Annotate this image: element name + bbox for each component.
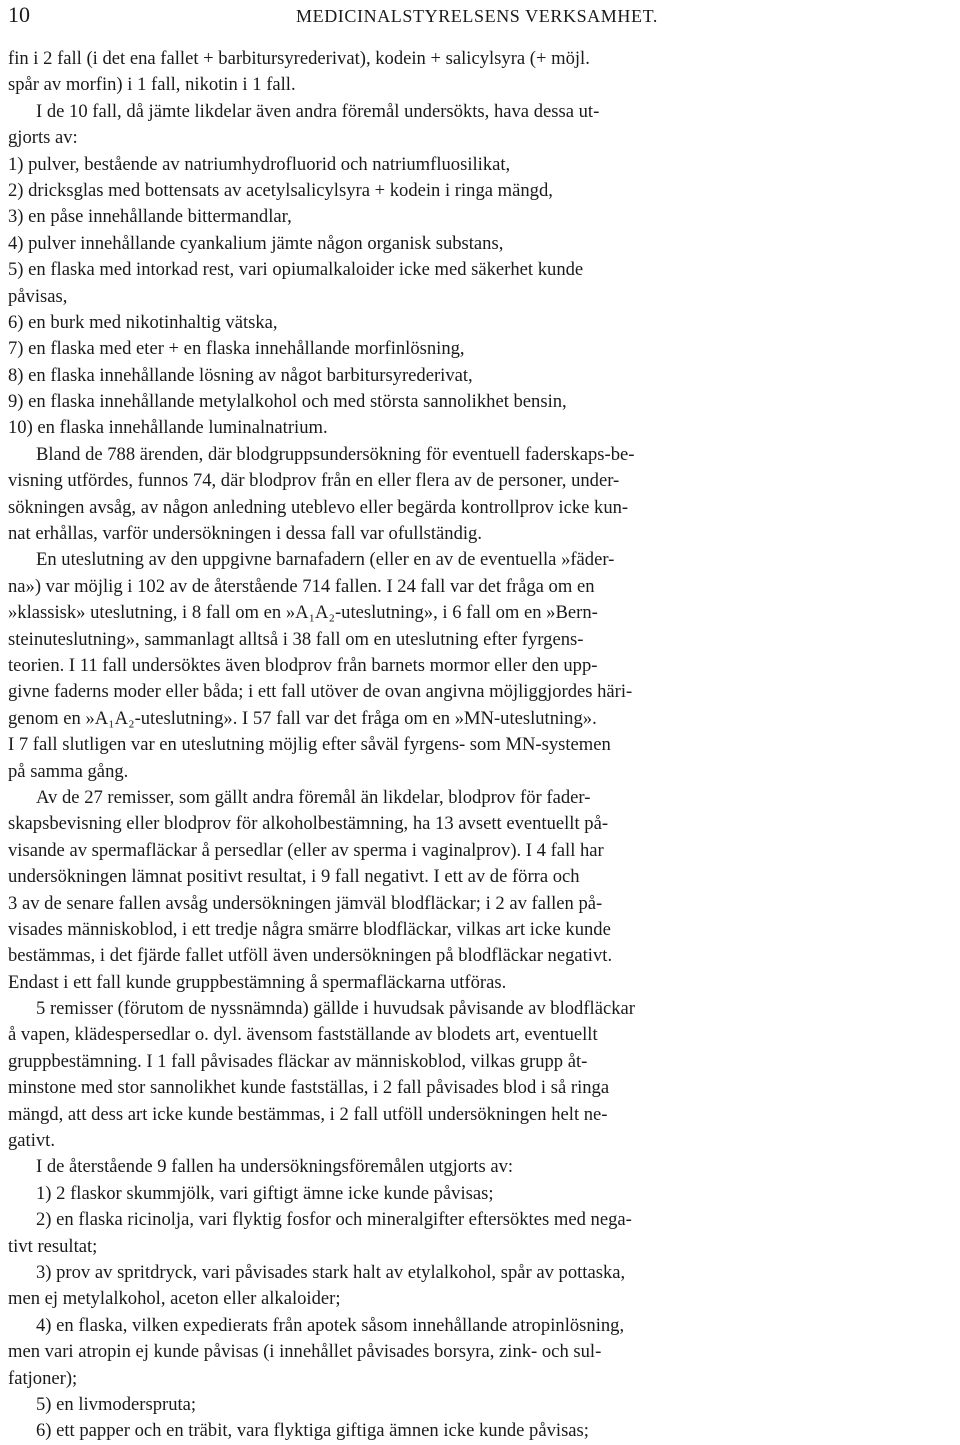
text-line: gativt. — [8, 1130, 55, 1152]
document-page — [8, 0, 952, 1442]
text-line: Bland de 788 ärenden, där blodgruppsundersökning för eventuell faderskaps-be- — [36, 443, 635, 465]
text-line: 5) en livmoderspruta; — [36, 1393, 197, 1415]
text-line: 4) en flaska, vilken expedierats från apotek såsom innehållande atropinlösning, — [36, 1314, 625, 1336]
text-line: I de återstående 9 fallen ha undersökningsföremålen utgjorts av: — [36, 1156, 514, 1178]
text-line: 3) prov av spritdryck, vari påvisades stark halt av etylalkohol, spår av pottaska, — [36, 1261, 626, 1283]
text-line: 1) pulver, bestående av natriumhydrofluorid och natriumfluosilikat, — [8, 153, 511, 175]
text-line: men vari atropin ej kunde påvisas (i innehållet påvisades borsyra, zink- och sul- — [8, 1341, 602, 1363]
text-line: bestämmas, i det fjärde fallet utföll även undersökningen på blodfläckar negativt. — [8, 945, 613, 967]
text-line: 5) en flaska med intorkad rest, vari opiumalkaloider icke med säkerhet kunde — [8, 259, 584, 281]
text-line: teorien. I 11 fall undersöktes även blodprov från barnets mormor eller den upp- — [8, 654, 598, 676]
text-line: påvisas, — [8, 285, 68, 307]
text-line: 3 av de senare fallen avsåg undersökningen jämväl blodfläckar; i 2 av fallen på- — [8, 892, 603, 914]
text-line: gjorts av: — [8, 127, 78, 149]
text-line: visande av spermafläckar å persedlar (eller av sperma i vaginalprov). I 4 fall har — [8, 839, 604, 861]
text-line: spår av morfin) i 1 fall, nikotin i 1 fall. — [8, 74, 296, 96]
text-line: steinuteslutning», sammanlagt alltså i 38 fall om en uteslutning efter fyrgens- — [8, 628, 584, 650]
text-line: 1) 2 flaskor skummjölk, vari giftigt ämne icke kunde påvisas; — [36, 1182, 494, 1204]
text-line: 6) en burk med nikotinhaltig vätska, — [8, 311, 278, 333]
text-line: å vapen, klädespersedlar o. dyl. ävensom fastställande av blodets art, eventuellt — [8, 1024, 598, 1046]
body-text — [8, 46, 952, 1445]
text-line: nat erhållas, varför undersökningen i dessa fall var ofullständig. — [8, 523, 482, 545]
text-line: 3) en påse innehållande bittermandlar, — [8, 206, 292, 228]
text-line: »klassisk» uteslutning, i 8 fall om en »A₁A₂-uteslutning», i 6 fall om en »Bern- — [8, 602, 598, 624]
text-line: undersökningen lämnat positivt resultat, i 9 fall negativt. I ett av de förra och — [8, 866, 580, 888]
text-line: 10) en flaska innehållande luminalnatrium. — [8, 417, 328, 439]
text-line: fin i 2 fall (i det ena fallet + barbitursyrederivat), kodein + salicylsyra (+ möjl. — [8, 48, 590, 69]
text-line: 2) dricksglas med bottensats av acetylsalicylsyra + kodein i ringa mängd, — [8, 179, 553, 201]
text-line: 6) ett papper och en träbit, vara flyktiga giftiga ämnen icke kunde påvisas; — [36, 1420, 589, 1442]
text-line: gruppbestämning. I 1 fall påvisades fläckar av människoblod, vilkas grupp åt- — [8, 1050, 588, 1072]
text-line: 4) pulver innehållande cyankalium jämte någon organisk substans, — [8, 232, 504, 254]
text-line: tivt resultat; — [8, 1235, 98, 1257]
page-number: 10 — [8, 2, 30, 27]
text-line: på samma gång. — [8, 760, 129, 782]
text-line: 9) en flaska innehållande metylalkohol och med största sannolikhet bensin, — [8, 391, 567, 413]
text-line: givne faderns moder eller båda; i ett fall utöver de ovan angivna möjliggjordes häri- — [8, 681, 633, 703]
text-line: 7) en flaska med eter + en flaska innehållande morfinlösning, — [8, 338, 465, 360]
text-line: 8) en flaska innehållande lösning av något barbitursyrederivat, — [8, 364, 473, 386]
text-line: Endast i ett fall kunde gruppbestämning å spermafläckarna utföras. — [8, 971, 507, 993]
text-line: 2) en flaska ricinolja, vari flyktig fosfor och mineralgifter eftersöktes med nega- — [36, 1209, 632, 1231]
running-head: MEDICINALSTYRELSENS VERKSAMHET. — [296, 6, 658, 26]
text-line: mängd, att dess art icke kunde bestämmas, i 2 fall utföll undersökningen helt ne- — [8, 1103, 608, 1125]
text-line: visades människoblod, i ett tredje några smärre blodfläckar, vilkas art icke kunde — [8, 918, 611, 940]
text-line: fatjoner); — [8, 1367, 78, 1389]
text-line: I 7 fall slutligen var en uteslutning möjlig efter såväl fyrgens- som MN-systemen — [8, 734, 611, 756]
text-line: visning utfördes, funnos 74, där blodprov från en eller flera av de personer, under- — [8, 470, 620, 492]
text-line: men ej metylalkohol, aceton eller alkaloider; — [8, 1288, 341, 1310]
text-line: genom en »A₁A₂-uteslutning». I 57 fall var det fråga om en »MN-uteslutning». — [8, 707, 597, 729]
page-header — [8, 0, 952, 40]
text-line: I de 10 fall, då jämte likdelar även andra föremål undersökts, hava dessa ut- — [36, 100, 600, 122]
text-line: minstone med stor sannolikhet kunde fastställas, i 2 fall påvisades blod i så ringa — [8, 1077, 610, 1099]
text-line: na») var möjlig i 102 av de återstående 714 fallen. I 24 fall var det fråga om en — [8, 575, 595, 597]
text-line: En uteslutning av den uppgivne barnafadern (eller en av de eventuella »fäder- — [36, 549, 615, 571]
text-line: skapsbevisning eller blodprov för alkoholbestämning, ha 13 avsett eventuellt på- — [8, 813, 609, 835]
text-line: 5 remisser (förutom de nyssnämnda) gällde i huvudsak påvisande av blodfläckar — [36, 998, 635, 1020]
text-line: Av de 27 remisser, som gällt andra föremål än likdelar, blodprov för fader- — [36, 786, 591, 808]
text-line: sökningen avsåg, av någon anledning uteblevo eller begärda kontrollprov icke kun- — [8, 496, 629, 518]
